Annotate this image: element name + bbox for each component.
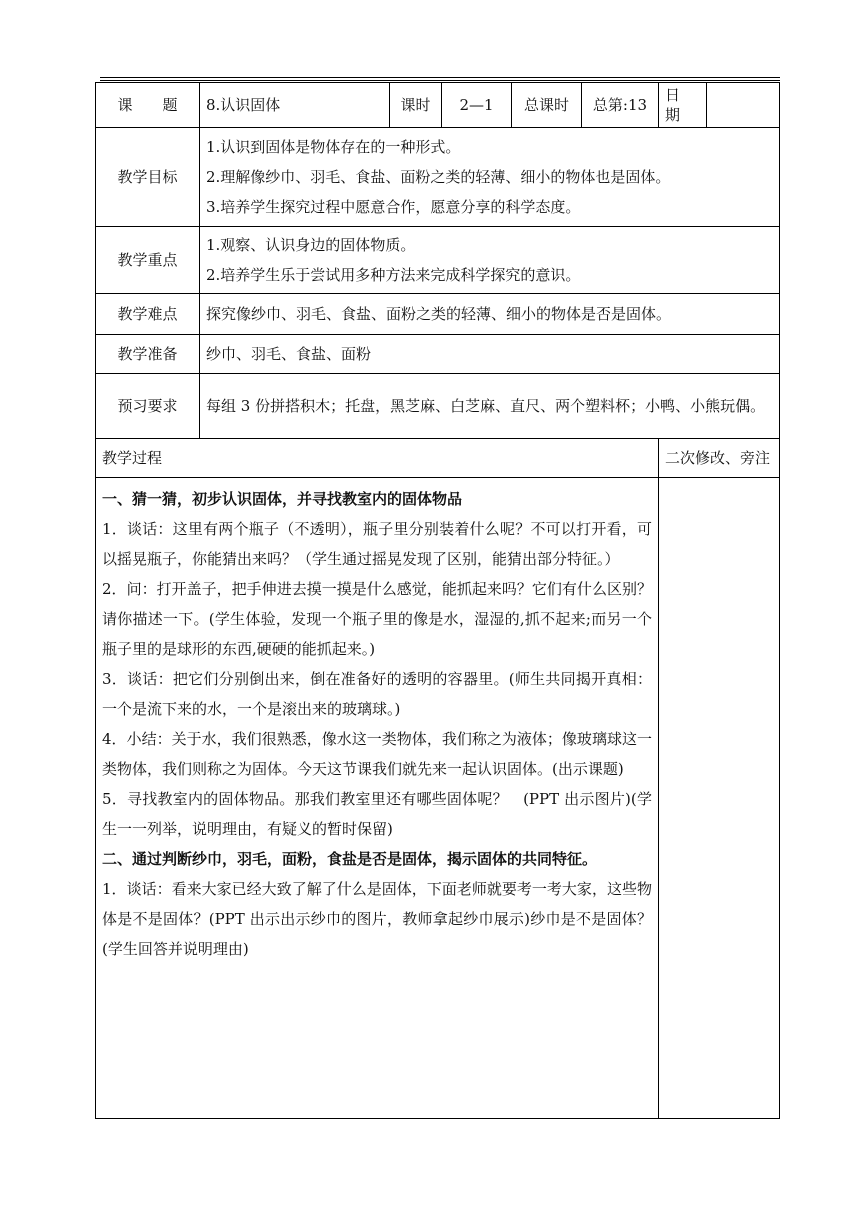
row-key-points — [96, 227, 780, 294]
process-content — [96, 478, 659, 1119]
header-row — [96, 83, 780, 128]
process-paragraph: 3．谈话：把它们分别倒出来，倒在准备好的透明的容器里。(师生共同揭开真相：一个是流下来的水，一个是滚出来的玻璃球。) — [102, 670, 652, 718]
objectives-content — [200, 128, 780, 227]
process-body-row — [96, 478, 780, 1119]
row-preparation — [96, 335, 780, 374]
section-heading: 二、通过判断纱巾，羽毛，面粉，食盐是否是固体，揭示固体的共同特征。 — [102, 850, 598, 868]
lesson-plan-table — [95, 82, 779, 1119]
subject-value: 8.认识固体 — [200, 83, 390, 128]
process-paragraph: 2．问：打开盖子，把手伸进去摸一摸是什么感觉，能抓起来吗？它们有什么区别？请你描述一下。(学生体验，发现一个瓶子里的像是水，湿湿的,抓不起来;而另一个瓶子里的是球形的东西,硬硬的能抓起来。) — [102, 580, 652, 658]
process-paragraph: 4．小结：关于水，我们很熟悉，像水这一类物体，我们称之为液体；像玻璃球这一类物体，我们则称之为固体。今天这节课我们就先来一起认识固体。(出示课题) — [102, 730, 652, 778]
process-header-row — [96, 439, 780, 478]
section-heading: 一、猜一猜，初步认识固体，并寻找教室内的固体物品 — [102, 490, 463, 508]
key-points-label: 教学重点 — [96, 227, 200, 294]
side-notes-content — [659, 478, 780, 1119]
header-rule-bottom — [100, 80, 780, 81]
difficulties-label: 教学难点 — [96, 294, 200, 335]
side-notes-label: 二次修改、旁注 — [659, 439, 780, 478]
subject-label: 课 题 — [96, 83, 200, 128]
preview-content: 每组 3 份拼搭积木；托盘，黑芝麻、白芝麻、直尺、两个塑料杯；小鸭、小熊玩偶。 — [200, 374, 780, 439]
header-rule-top — [100, 77, 780, 78]
objectives-label: 教学目标 — [96, 128, 200, 227]
objective-line: 2.理解像纱巾、羽毛、食盐、面粉之类的轻薄、细小的物体也是固体。 — [206, 168, 671, 186]
row-difficulties — [96, 294, 780, 335]
total-hours-value: 总第:13 — [582, 83, 659, 128]
process-paragraph: 1．谈话：看来大家已经大致了解了什么是固体，下面老师就要考一考大家，这些物体是不是固体？(PPT 出示出示纱巾的图片，教师拿起纱巾展示)纱巾是不是固体？(学生回答并说明理由) — [102, 880, 652, 958]
row-preview — [96, 374, 780, 439]
date-value — [707, 83, 780, 128]
hours-value: 2—1 — [442, 83, 512, 128]
preparation-label: 教学准备 — [96, 335, 200, 374]
process-paragraph: 5．寻找教室内的固体物品。那我们教室里还有哪些固体呢？ (PPT 出示图片)(学生一一列举，说明理由，有疑义的暂时保留) — [102, 790, 652, 838]
key-point-line: 2.培养学生乐于尝试用多种方法来完成科学探究的意识。 — [206, 266, 581, 284]
key-point-line: 1.观察、认识身边的固体物质。 — [206, 236, 416, 254]
date-label: 日 期 — [659, 83, 707, 128]
objective-line: 3.培养学生探究过程中愿意合作，愿意分享的科学态度。 — [206, 198, 581, 216]
difficulties-content: 探究像纱巾、羽毛、食盐、面粉之类的轻薄、细小的物体是否是固体。 — [200, 294, 780, 335]
total-hours-label: 总课时 — [512, 83, 582, 128]
objective-line: 1.认识到固体是物体存在的一种形式。 — [206, 138, 461, 156]
process-paragraph: 1．谈话：这里有两个瓶子（不透明），瓶子里分别装着什么呢？不可以打开看，可以摇晃瓶子，你能猜出来吗？（学生通过摇晃发现了区别，能猜出部分特征。） — [102, 520, 652, 568]
preparation-content: 纱巾、羽毛、食盐、面粉 — [200, 335, 780, 374]
row-objectives — [96, 128, 780, 227]
hours-label: 课时 — [390, 83, 442, 128]
key-points-content — [200, 227, 780, 294]
preview-label: 预习要求 — [96, 374, 200, 439]
process-label: 教学过程 — [96, 439, 659, 478]
